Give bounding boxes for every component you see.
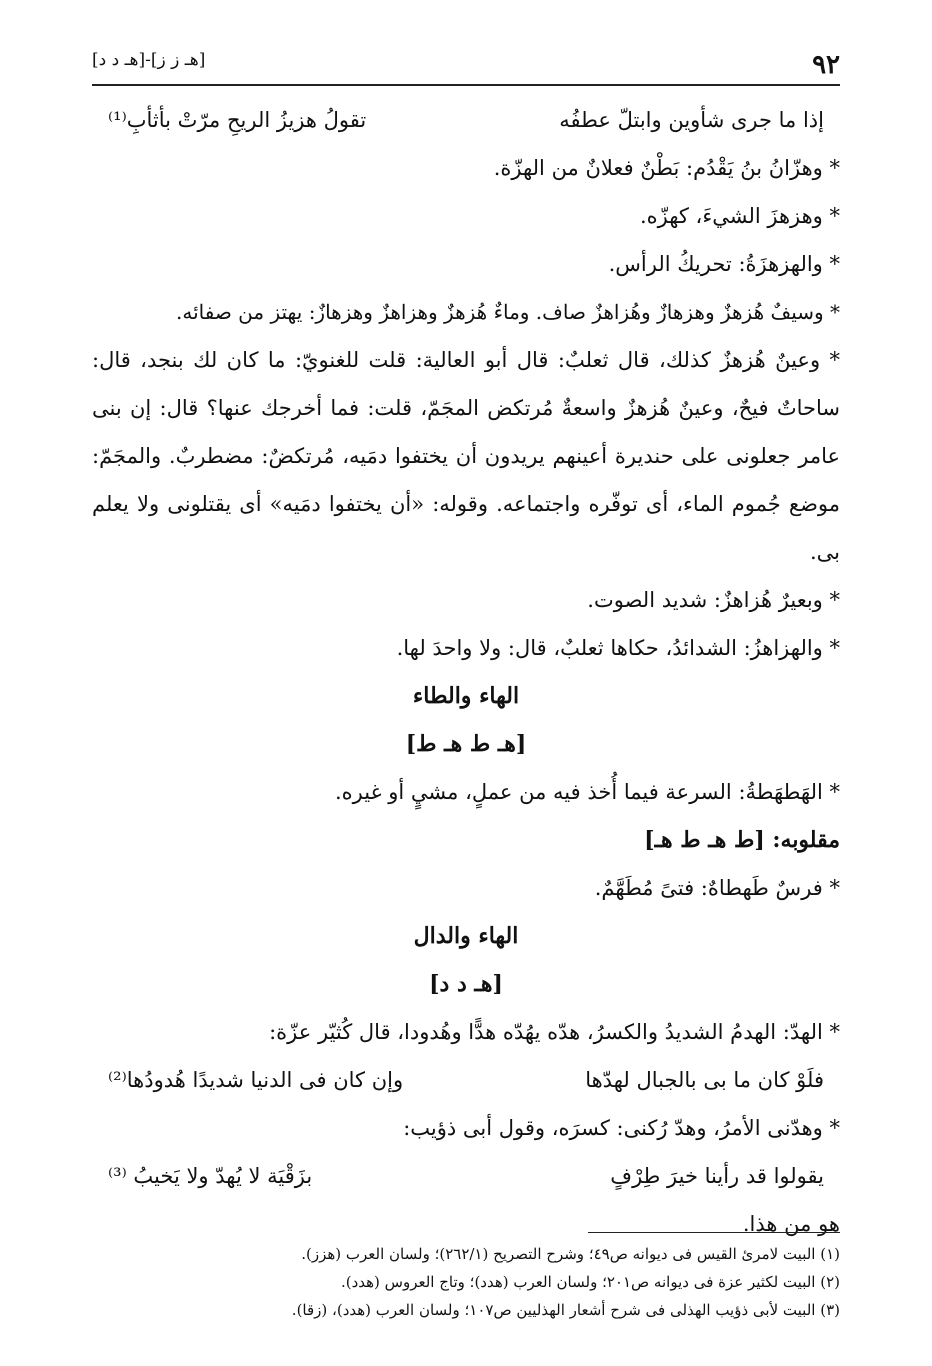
entry-hazhaza: * وهزهزَ الشيءَ، كهزّه. (639, 204, 840, 228)
root-heading-hdd: [هـ د د] (429, 971, 503, 997)
verse-2 (92, 1056, 840, 1104)
footnotes (92, 1240, 840, 1324)
root-heading-htht: [هـ ط هـ ط] (405, 731, 527, 757)
inverse-root-heading: مقلوبه: [ط هـ ط هـ] (644, 827, 840, 853)
verse-3 (92, 1152, 840, 1200)
page-body (92, 96, 840, 1248)
root-range: [هـ ز ز]-[هـ د د] (92, 50, 206, 70)
verse-1-second-hemistich: تقولُ هزيزُ الريحِ مرّتْ بأثأبِ⁽¹⁾ (108, 108, 367, 132)
verse-1 (92, 96, 840, 144)
verse-2-first-hemistich: فلَوْ كان ما بى بالجبال لهدّها (585, 1068, 824, 1092)
entry-haddani: * وهدّنى الأمرُ، وهدّ رُكنى: كسرَه، وقول أبى ذؤيب: (403, 1116, 840, 1140)
footnote-1: (١) البيت لامرئ القيس فى ديوانه ص٤٩؛ وشرح التصريح (٢٦٢/١)؛ ولسان العرب (هزز). (301, 1245, 840, 1263)
verse-3-second-hemistich: بزَقْيَة لا يُهدّ ولا يَخيبُ ⁽³⁾ (108, 1164, 313, 1188)
entry-hadd: * الهدّ: الهدمُ الشديدُ والكسرُ، هدّه يهُدّه هدًّا وهُدودا، قال كُثيّر عزّة: (269, 1020, 840, 1044)
verse-3-first-hemistich: يقولوا قد رأينا خيرَ طِرْفٍ (610, 1164, 824, 1188)
page-header (92, 44, 840, 80)
entry-hazahiz: * والهزاهزُ: الشدائدُ، حكاها ثعلبٌ، قال: ولا واحدَ لها. (396, 636, 840, 660)
entry-ayn-huzhuz: * وعينٌ هُزهزٌ كذلك، قال ثعلبٌ: قال أبو العالية: قلت للغنويّ: ما كان لك بنجد، قال: ساحاتٌ فيحٌ، وعينٌ هُزهزٌ واسعةٌ مُرتكض المجَمّ، قلت: فما أخرجك عنها؟ قال: إن بنى عامر جعلونى على حنديرة أعينهم يريدون أن يختفوا دمَيه، مُرتكضٌ: مضطربٌ. والمجَمّ: موضع جُموم الماء، أى توفّره واجتماعه. وقوله: «أن يختفوا دمَيه» أى يقتلونى ولا يعلم بى. (92, 348, 840, 564)
entry-tahtah: * فرسٌ طَهطاهٌ: فتىً مُطَهَّمٌ. (594, 876, 840, 900)
entry-hathata: * الهَطهَطةُ: السرعة فيما أُخذ فيه من عملٍ، مشيٍ أو غيره. (335, 780, 840, 804)
header-rule (92, 84, 840, 86)
verse-2-second-hemistich: وإن كان فى الدنيا شديدًا هُدودُها⁽²⁾ (108, 1068, 404, 1092)
section-title-ha-dal: الهاء والدال (413, 923, 519, 949)
entry-closing: هو من هذا. (742, 1212, 840, 1236)
entry-sayf-huzhuz: * وسيفٌ هُزهزٌ وهزهازٌ وهُزاهزٌ صاف. وماءٌ هُزهزٌ وهزاهزٌ وهزهازٌ: يهتز من صفائه. (175, 300, 840, 324)
section-title-ha-ta: الهاء والطاء (412, 683, 520, 709)
verse-1-first-hemistich: إذا ما جرى شأوين وابتلّ عطفُه (559, 108, 824, 132)
entry-hazhazah: * والهزهزَةُ: تحريكُ الرأس. (608, 252, 840, 276)
footnote-2: (٢) البيت لكثير عزة فى ديوانه ص٢٠١؛ ولسان العرب (هدد)؛ وتاج العروس (هدد). (340, 1273, 840, 1291)
entry-hazzan: * وهزّانُ بنُ يَقْدُم: بَطْنٌ فعلانٌ من الهزّة. (493, 156, 840, 180)
footnote-3: (٣) البيت لأبى ذؤيب الهذلى فى شرح أشعار الهذليين ص١٠٧؛ ولسان العرب (هدد)، (زقا). (291, 1301, 840, 1319)
page-number: ٩٢ (812, 50, 840, 80)
footnote-rule (588, 1232, 840, 1233)
entry-baeer-huzahiz: * وبعيرٌ هُزاهزٌ: شديد الصوت. (587, 588, 840, 612)
